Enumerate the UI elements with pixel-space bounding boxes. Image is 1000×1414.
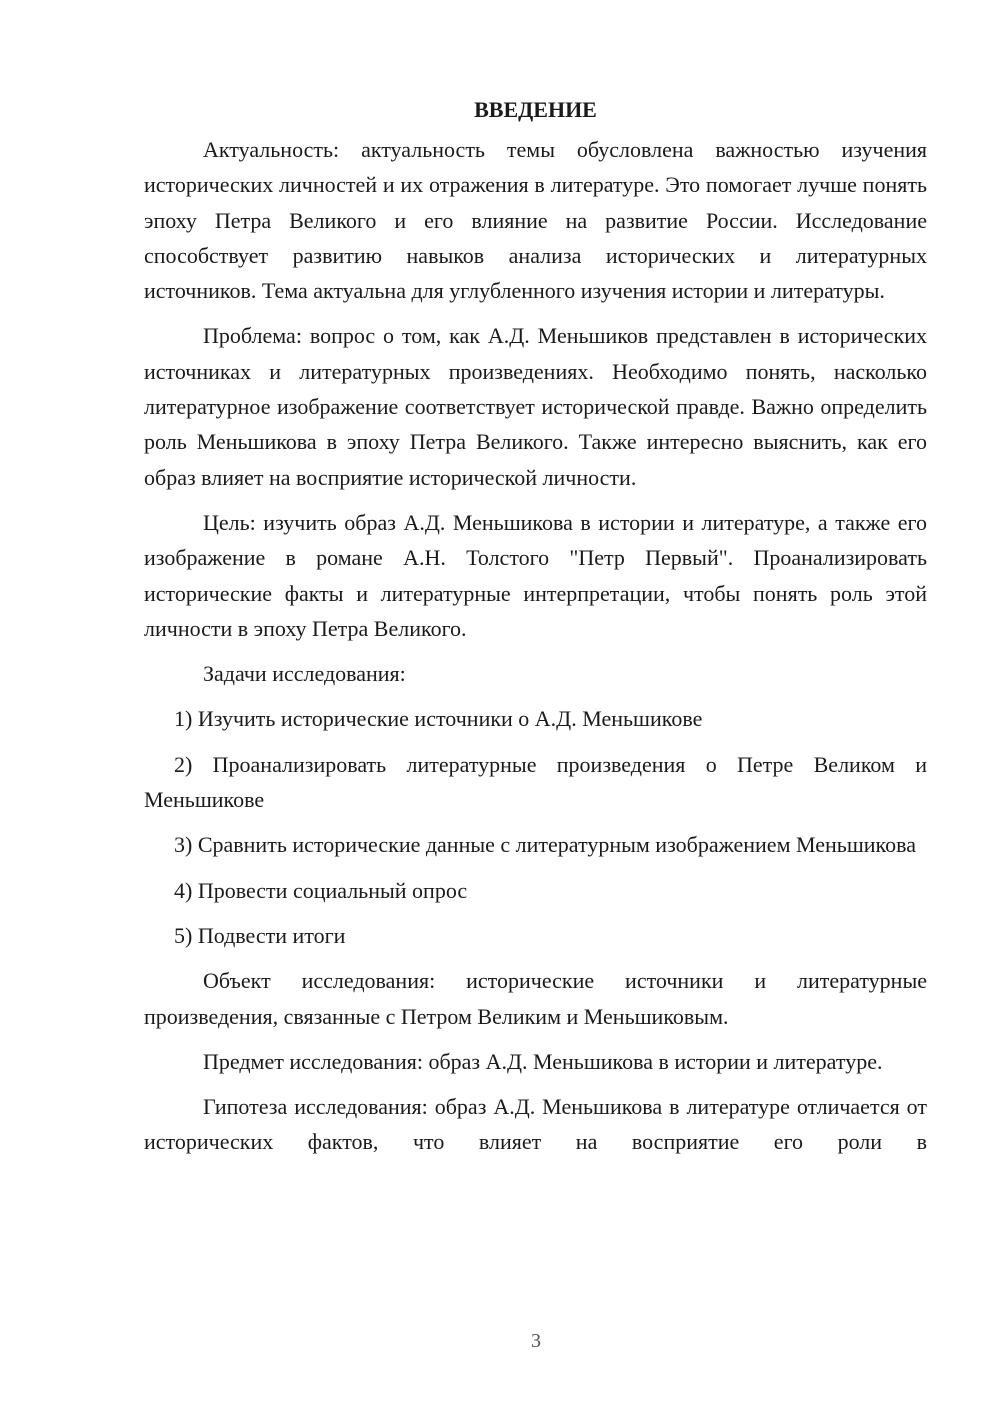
paragraph-relevance: Актуальность: актуальность темы обусловлена важностью изучения исторических личностей и их отражения в литературе. Это помогает лучше понять эпоху Петра Великого и его влияние на развитие России. Исследование способствует развитию навыков анализа исторических и литературных источников. Тема актуальна для углубленного изучения истории и литературы. [144,137,927,304]
page-number: 3 [531,1330,541,1352]
paragraph-subject: Предмет исследования: образ А.Д. Меньшикова в истории и литературе. [203,1048,883,1074]
section-heading: ВВЕДЕНИЕ [474,97,597,122]
paragraph-goal: Цель: изучить образ А.Д. Меньшикова в истории и литературе, а также его изображение в романе А.Н. Толстого "Петр Первый". Проанализировать исторические факты и литературные интерпретации, чтобы понять роль этой личности в эпоху Петра Великого. [144,509,927,641]
paragraph-hypothesis: Гипотеза исследования: образ А.Д. Меньшикова в литературе отличается от исторических фактов, что влияет на восприятие его роли в [144,1094,927,1155]
task-item-2: 2) Проанализировать литературные произведения о Петре Великом и Меньшикове [144,751,927,813]
paragraph-object: Объект исследования: исторические источники и литературные произведения, связанные с Петром Великим и Меньшиковым. [144,968,927,1029]
document-page [144,92,927,1170]
paragraph-tasks-intro: Задачи исследования: [203,661,406,687]
task-item-5: 5) Подвести итоги [174,922,346,948]
task-item-4: 4) Провести социальный опрос [174,877,468,903]
task-item-1: 1) Изучить исторические источники о А.Д. Меньшикове [174,706,703,732]
task-item-3: 3) Сравнить исторические данные с литературным изображением Меньшикова [174,832,916,858]
paragraph-problem: Проблема: вопрос о том, как А.Д. Меньшиков представлен в исторических источниках и литературных произведениях. Необходимо понять, насколько литературное изображение соответствует исторической правде. Важно определить роль Меньшикова в эпоху Петра Великого. Также интересно выяснить, как его образ влияет на восприятие исторической личности. [144,323,927,490]
